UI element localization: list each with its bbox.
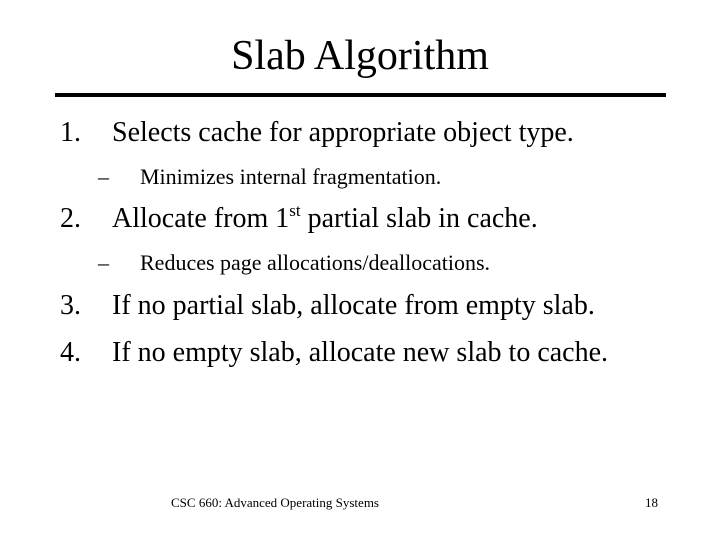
item-text: Selects cache for appropriate object type. [112, 117, 574, 148]
sub-item-dash: – [98, 250, 109, 275]
sub-item-1 [98, 163, 441, 191]
item-number: 2. [60, 203, 81, 234]
slide-title: Slab Algorithm [231, 33, 489, 79]
list-item-3 [60, 288, 595, 324]
sub-item-text: Reduces page allocations/deallocations. [140, 250, 491, 275]
sub-item-text: Minimizes internal fragmentation. [140, 164, 442, 189]
list-item-2 [60, 201, 538, 237]
item-number: 4. [60, 337, 81, 368]
sub-item-dash: – [98, 164, 109, 189]
item-text: If no partial slab, allocate from empty slab. [112, 290, 595, 321]
list-item-4 [60, 335, 608, 371]
item-text-after: partial slab in cache. [300, 203, 538, 234]
item-text: If no empty slab, allocate new slab to cache. [112, 337, 609, 368]
item-superscript: st [289, 201, 301, 220]
item-number: 3. [60, 290, 81, 321]
footer-course-name: CSC 660: Advanced Operating Systems [171, 495, 379, 510]
item-text-before: Allocate from 1 [112, 203, 290, 234]
sub-item-2 [98, 249, 490, 277]
list-item-1 [60, 115, 574, 151]
item-number: 1. [60, 117, 81, 148]
footer-page-number: 18 [645, 495, 658, 510]
title-underline [55, 93, 666, 97]
